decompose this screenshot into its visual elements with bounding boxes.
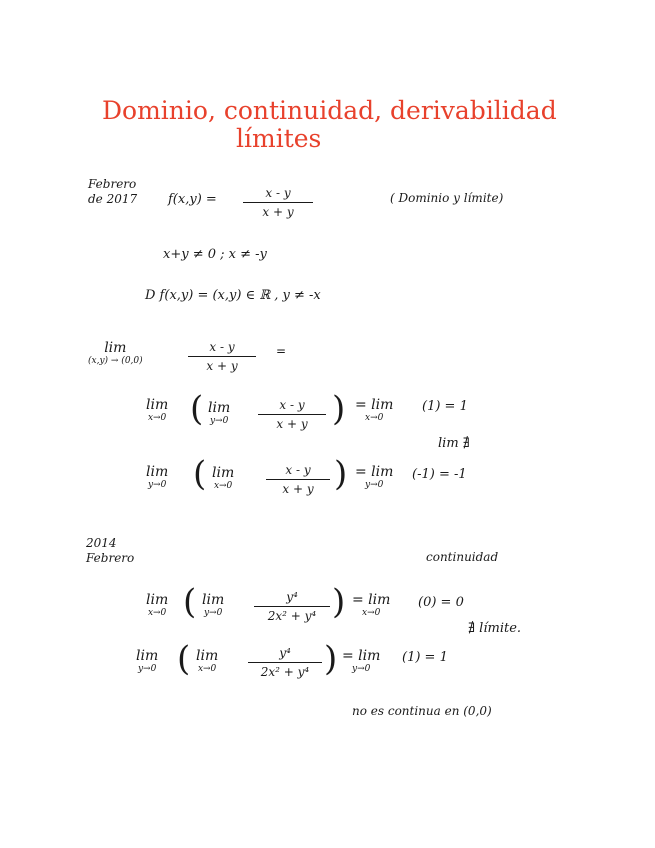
title-line-1: Dominio, continuidad, derivabilidad xyxy=(102,96,557,125)
section1-note: ( Dominio y límite) xyxy=(390,191,504,205)
section2-note: continuidad xyxy=(426,550,499,564)
main-limit-fraction xyxy=(188,340,256,373)
s2-iter1-inner-word: lim xyxy=(202,592,225,608)
s2-iter2-eq: = lim xyxy=(342,648,381,664)
s2-iter1-outer xyxy=(146,592,168,618)
s1-iter2-denominator: x + y xyxy=(282,482,314,496)
s2-iter1-result-limit xyxy=(352,592,390,618)
s2-iter1-eq: = lim xyxy=(352,592,391,608)
function-denominator: x + y xyxy=(262,205,294,219)
s1-iter2-inner-sub: x→0 xyxy=(213,481,233,491)
s1-iter2-eq: = lim xyxy=(355,464,394,480)
s2-iter2-rhs: (1) = 1 xyxy=(402,650,448,665)
open-paren: ( xyxy=(190,389,204,429)
section2-date-line-1: 2014 xyxy=(86,536,117,550)
s1-iter1-eq: = lim xyxy=(355,397,394,413)
s2-iter1-outer-sub: x→0 xyxy=(147,608,167,618)
s2-iter1-inner xyxy=(202,592,224,618)
s2-iter2-outer-sub: y→0 xyxy=(137,664,157,674)
s1-iter2-result-limit xyxy=(355,464,393,490)
main-limit xyxy=(88,340,143,366)
s1-iter2-inner-word: lim xyxy=(212,465,235,481)
s2-iter1-outer-word: lim xyxy=(146,592,169,608)
s2-iter1-eq-sub: x→0 xyxy=(362,608,381,618)
s2-iter2-outer-word: lim xyxy=(136,648,159,664)
s1-iter2-inner xyxy=(212,465,234,491)
fraction-bar xyxy=(188,356,256,357)
s2-iter2-denominator: 2x² + y⁴ xyxy=(260,665,310,679)
function-lhs: f(x,y) = xyxy=(168,192,217,207)
open-paren: ( xyxy=(193,454,207,494)
fraction-bar xyxy=(248,662,322,663)
s1-iter2-eq-sub: y→0 xyxy=(365,480,384,490)
fraction-bar xyxy=(266,479,330,480)
s2-no-limit: ∄ límite. xyxy=(468,621,522,636)
s1-iter2-outer-sub: y→0 xyxy=(147,480,167,490)
main-limit-denominator: x + y xyxy=(206,359,238,373)
fraction-bar xyxy=(258,414,326,415)
s1-iter1-outer-word: lim xyxy=(146,397,169,413)
function-numerator: x - y xyxy=(265,186,291,200)
s1-no-limit: lim ∄ xyxy=(438,436,470,451)
s2-iter1-inner-sub: y→0 xyxy=(203,608,223,618)
s1-iter1-rhs: (1) = 1 xyxy=(422,399,468,414)
section1-date-line-2: de 2017 xyxy=(88,192,138,206)
s2-iter2-numerator: y⁴ xyxy=(279,646,291,660)
main-limit-sub: (x,y) → (0,0) xyxy=(88,356,143,366)
s1-iter1-result-limit xyxy=(355,397,393,423)
function-fraction xyxy=(243,186,313,219)
s1-iter1-eq-sub: x→0 xyxy=(365,413,384,423)
close-paren: ) xyxy=(334,454,348,494)
s1-iter1-numerator: x - y xyxy=(279,398,305,412)
s2-iter2-outer xyxy=(136,648,158,674)
s1-iter1-fraction xyxy=(258,398,326,431)
domain-set: D f(x,y) = (x,y) ∈ ℝ , y ≠ -x xyxy=(145,288,321,303)
title-line-2: límites xyxy=(236,124,322,153)
fraction-bar xyxy=(243,202,313,203)
main-limit-numerator: x - y xyxy=(209,340,235,354)
open-paren: ( xyxy=(183,582,197,622)
s2-iter1-denominator: 2x² + y⁴ xyxy=(267,609,317,623)
s1-iter1-inner-sub: y→0 xyxy=(209,416,229,426)
s1-iter1-denominator: x + y xyxy=(276,417,308,431)
s1-iter1-outer-sub: x→0 xyxy=(147,413,167,423)
s1-iter2-rhs: (-1) = -1 xyxy=(412,467,467,482)
section2-date-line-2: Febrero xyxy=(86,551,135,565)
s1-iter2-outer xyxy=(146,464,168,490)
close-paren: ) xyxy=(332,582,346,622)
s2-iter2-eq-sub: y→0 xyxy=(352,664,371,674)
s1-iter2-fraction xyxy=(266,463,330,496)
s2-iter2-inner-sub: x→0 xyxy=(197,664,217,674)
s1-iter2-outer-word: lim xyxy=(146,464,169,480)
fraction-bar xyxy=(254,606,330,607)
s2-iter2-inner xyxy=(196,648,218,674)
s2-iter2-fraction xyxy=(248,646,322,679)
s2-iter1-fraction xyxy=(254,590,330,623)
main-limit-word: lim xyxy=(104,340,127,356)
s2-iter2-result-limit xyxy=(342,648,380,674)
s2-iter1-rhs: (0) = 0 xyxy=(418,595,464,610)
s1-iter1-outer xyxy=(146,397,168,423)
s2-iter2-inner-word: lim xyxy=(196,648,219,664)
close-paren: ) xyxy=(324,639,338,679)
s1-iter1-inner-word: lim xyxy=(208,400,231,416)
open-paren: ( xyxy=(177,639,191,679)
s2-conclusion: no es continua en (0,0) xyxy=(352,704,492,718)
close-paren: ) xyxy=(332,389,346,429)
section1-date-line-1: Febrero xyxy=(88,177,137,191)
s2-iter1-numerator: y⁴ xyxy=(286,590,298,604)
s1-iter2-numerator: x - y xyxy=(285,463,311,477)
s1-iter1-inner xyxy=(208,400,230,426)
main-limit-equals: = xyxy=(276,344,287,358)
domain-condition: x+y ≠ 0 ; x ≠ -y xyxy=(163,247,267,262)
